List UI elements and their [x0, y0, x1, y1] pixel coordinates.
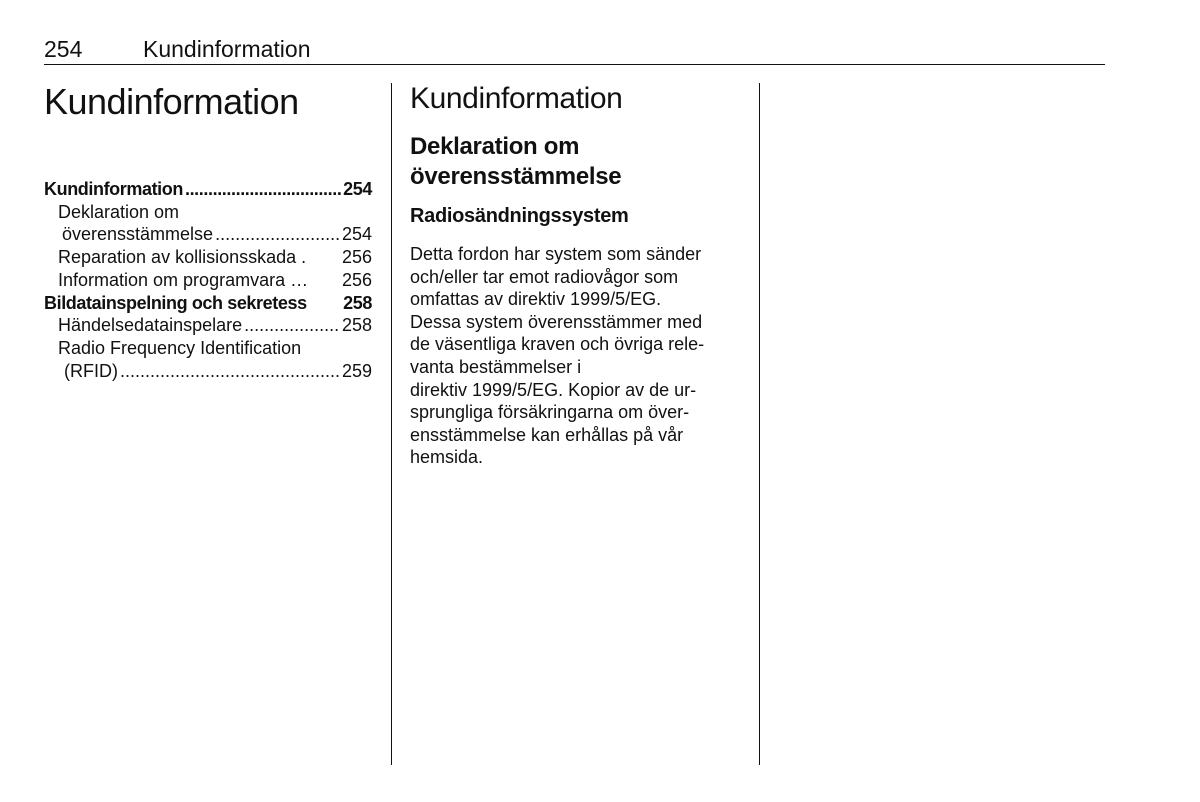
paragraph-line: de väsentliga kraven och övriga rele- [410, 334, 705, 355]
content-column [410, 80, 750, 469]
toc-entry-label: Kundinformation [44, 179, 183, 199]
toc-leader [185, 178, 341, 201]
column-divider [391, 83, 392, 765]
toc-entry-page: 259 [341, 360, 372, 381]
toc-entry-page: 256 [341, 269, 372, 290]
toc-entry-page: 258 [343, 292, 372, 313]
toc-entry-label: Radio Frequency Identification [58, 337, 302, 358]
column-divider [759, 83, 760, 765]
paragraph-line: direktiv 1999/5/EG. Kopior av de ur- [410, 379, 697, 400]
subsection-title-line: överensstämmelse [410, 163, 622, 190]
toc-entry[interactable] [44, 178, 372, 201]
toc-entry-label: Händelsedatainspelare [58, 315, 243, 336]
toc-entry-page: 254 [343, 179, 372, 199]
toc-entry-label: Reparation av kollisionsskada . [58, 247, 307, 268]
paragraph-line: och/eller tar emot radiovågor som [410, 266, 679, 287]
toc-entry-label: Bildatainspelning och sekretess [44, 292, 307, 313]
toc-entry[interactable] [44, 314, 372, 337]
paragraph-line: hemsida. [410, 447, 484, 468]
toc-entry-page: 256 [341, 247, 372, 268]
subsubsection-title: Radiosändningssystem [410, 205, 629, 227]
paragraph-line: sprungliga försäkringarna om över- [410, 402, 690, 423]
subsection-title-line: Deklaration om [410, 133, 580, 160]
toc-entry[interactable] [44, 223, 372, 246]
table-of-contents [44, 178, 372, 382]
toc-entry[interactable] [44, 337, 372, 360]
toc-entry-page: 254 [341, 224, 372, 245]
paragraph-line: omfattas av direktiv 1999/5/EG. [410, 289, 662, 310]
toc-leader [120, 360, 340, 383]
section-title: Kundinformation [410, 82, 623, 115]
toc-entry-label: (RFID) [64, 360, 118, 381]
toc-entry[interactable] [44, 269, 372, 292]
toc-entry-label: överensstämmelse [62, 224, 214, 245]
toc-entry[interactable] [44, 360, 372, 383]
page-number: 254 [44, 36, 83, 62]
paragraph-line: vanta bestämmelser i [410, 356, 582, 377]
toc-entry-label: Deklaration om [58, 201, 180, 222]
body-paragraph [410, 243, 750, 469]
toc-entry[interactable] [44, 292, 372, 315]
subsection-title [410, 132, 750, 192]
running-title: Kundinformation [143, 36, 311, 62]
toc-entry[interactable] [44, 246, 372, 269]
toc-entry-label: Information om programvara … [58, 269, 309, 290]
page-header [44, 34, 1105, 65]
toc-entry-page: 258 [341, 315, 372, 336]
paragraph-line: Dessa system överensstämmer med [410, 311, 703, 332]
paragraph-line: ensstämmelse kan erhållas på vår [410, 424, 684, 445]
toc-entry[interactable] [44, 201, 372, 224]
toc-leader [215, 223, 340, 246]
chapter-title: Kundinformation [44, 81, 299, 122]
paragraph-line: Detta fordon har system som sänder [410, 244, 702, 264]
toc-leader [244, 314, 340, 337]
